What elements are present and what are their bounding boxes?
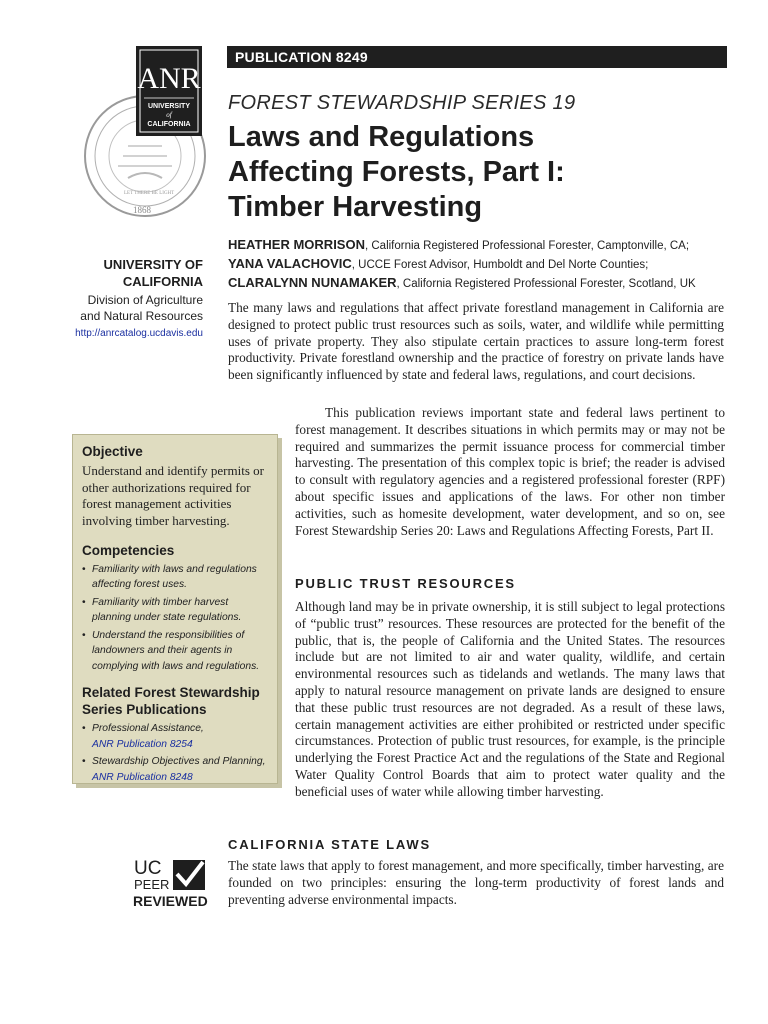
related-link-8254[interactable]: ANR Publication 8254 — [92, 738, 193, 750]
related-link-8248[interactable]: ANR Publication 8248 — [92, 771, 193, 783]
related-list — [82, 721, 268, 785]
series-label: FOREST STEWARDSHIP SERIES 19 — [228, 92, 576, 114]
related-heading: Related Forest Stewardship Series Publications — [82, 685, 260, 718]
list-item: • Familiarity with timber harvest planning under state regulations. — [82, 596, 242, 624]
logo-university-text: UNIVERSITY — [147, 103, 191, 110]
logo-of-text: of — [166, 111, 172, 119]
list-item: • Understand the responsibilities of landowners and their agents in complying with laws and regulations. — [82, 629, 260, 672]
badge-reviewed: REVIEWED — [133, 893, 208, 908]
logo-california-text: CALIFORNIA — [147, 121, 191, 128]
seal-year: 1868 — [133, 205, 151, 215]
division-name: Division of Agriculture and Natural Resources — [80, 293, 203, 323]
page-title — [228, 120, 748, 225]
author-3: CLARALYNN NUNAMAKER, California Registered Professional Forester, Scotland, UK — [228, 275, 696, 290]
publication-number-bar: PUBLICATION 8249 — [227, 46, 727, 68]
author-list — [228, 236, 748, 293]
competencies-heading: Competencies — [82, 542, 175, 558]
second-paragraph: This publication reviews important state and federal laws pertinent to forest management. It describes situations in which permits may or may not be required and summarizes the permit issuance process for commercial timber harvesting. The presentation of this complex topic is brief; the reader is advised to consult with regulatory agencies and a registered professional forester (RPF) about specific issues and applications of the laws. For other non timber activities, such as homesite development, water development, and so on, see Forest Stewardship Series 20: Laws and Regulations Affecting Forests, Part II. — [295, 405, 725, 538]
objective-heading: Objective — [82, 444, 143, 459]
objective-text: Understand and identify permits or other authorizations required for forest management activities involving timber harvesting. — [82, 463, 264, 529]
list-item: • Familiarity with laws and regulations affecting forest uses. — [82, 563, 257, 591]
logo-anr-text: ANR — [137, 62, 201, 95]
section-heading-state-laws: CALIFORNIA STATE LAWS — [228, 837, 431, 852]
title-line-2: Affecting Forests, Part I: — [228, 156, 565, 188]
title-line-3: Timber Harvesting — [228, 191, 483, 223]
anr-uc-logo — [78, 46, 208, 231]
list-item: • Professional Assistance, ANR Publication 8254 — [82, 721, 268, 752]
section-body-state-laws: The state laws that apply to forest management, and more specifically, timber harvesting, are founded on two principles: ensuring the long-term productivity of forest lands and preventing adverse environmental impacts. — [228, 858, 724, 907]
catalog-link[interactable]: http://anrcatalog.ucdavis.edu — [75, 328, 203, 339]
section-heading-public-trust: PUBLIC TRUST RESOURCES — [295, 576, 516, 591]
author-2: YANA VALACHOVIC, UCCE Forest Advisor, Humboldt and Del Norte Counties; — [228, 256, 649, 271]
university-name-1: UNIVERSITY OF — [103, 257, 203, 272]
section-body-public-trust: Although land may be in private ownership, it is still subject to legal protections of “public trust” resources. These resources are protected for the benefit of the public, that is, the people of California and the United States. The resources include but are not limited to air and water quality, wildlife, and certain environmental resources such as tidelands and wetlands. The many laws that apply to natural resource management on private lands are designed to ensure that these public trust resources are not degraded. As a result of these laws, certain management activities are either prohibited or restricted under specific circumstances. Protection of public trust resources, for example, is the principle underlying the Forest Practice Act and the regulations of the State and Regional Water Quality Control Boards that aim to protect water quality and the beneficial uses of water while allowing timber harvesting. — [295, 599, 725, 799]
seal-motto: LET THERE BE LIGHT — [124, 191, 175, 196]
peer-reviewed-badge — [133, 856, 223, 908]
intro-paragraph: The many laws and regulations that affect private forestland management in California are designed to protect public trust resources such as soils, water, and wildlife while permitting uses of private property. They also stipulate certain practices to assure long-term forest productivity. Private forestland ownership and the practice of forestry on private lands have been significantly influenced by state and federal laws, regulations, and court decisions. — [228, 300, 724, 383]
university-block — [60, 256, 203, 339]
title-line-1: Laws and Regulations — [228, 121, 535, 153]
list-item: • Stewardship Objectives and Planning, ANR Publication 8248 — [82, 754, 268, 785]
objective-sidebar — [72, 434, 278, 784]
badge-uc: UC — [134, 858, 162, 879]
competencies-list — [82, 562, 268, 675]
badge-peer: PEER — [134, 877, 170, 892]
author-1: HEATHER MORRISON, California Registered Professional Forester, Camptonville, CA; — [228, 237, 690, 252]
university-name-2: CALIFORNIA — [122, 274, 203, 289]
